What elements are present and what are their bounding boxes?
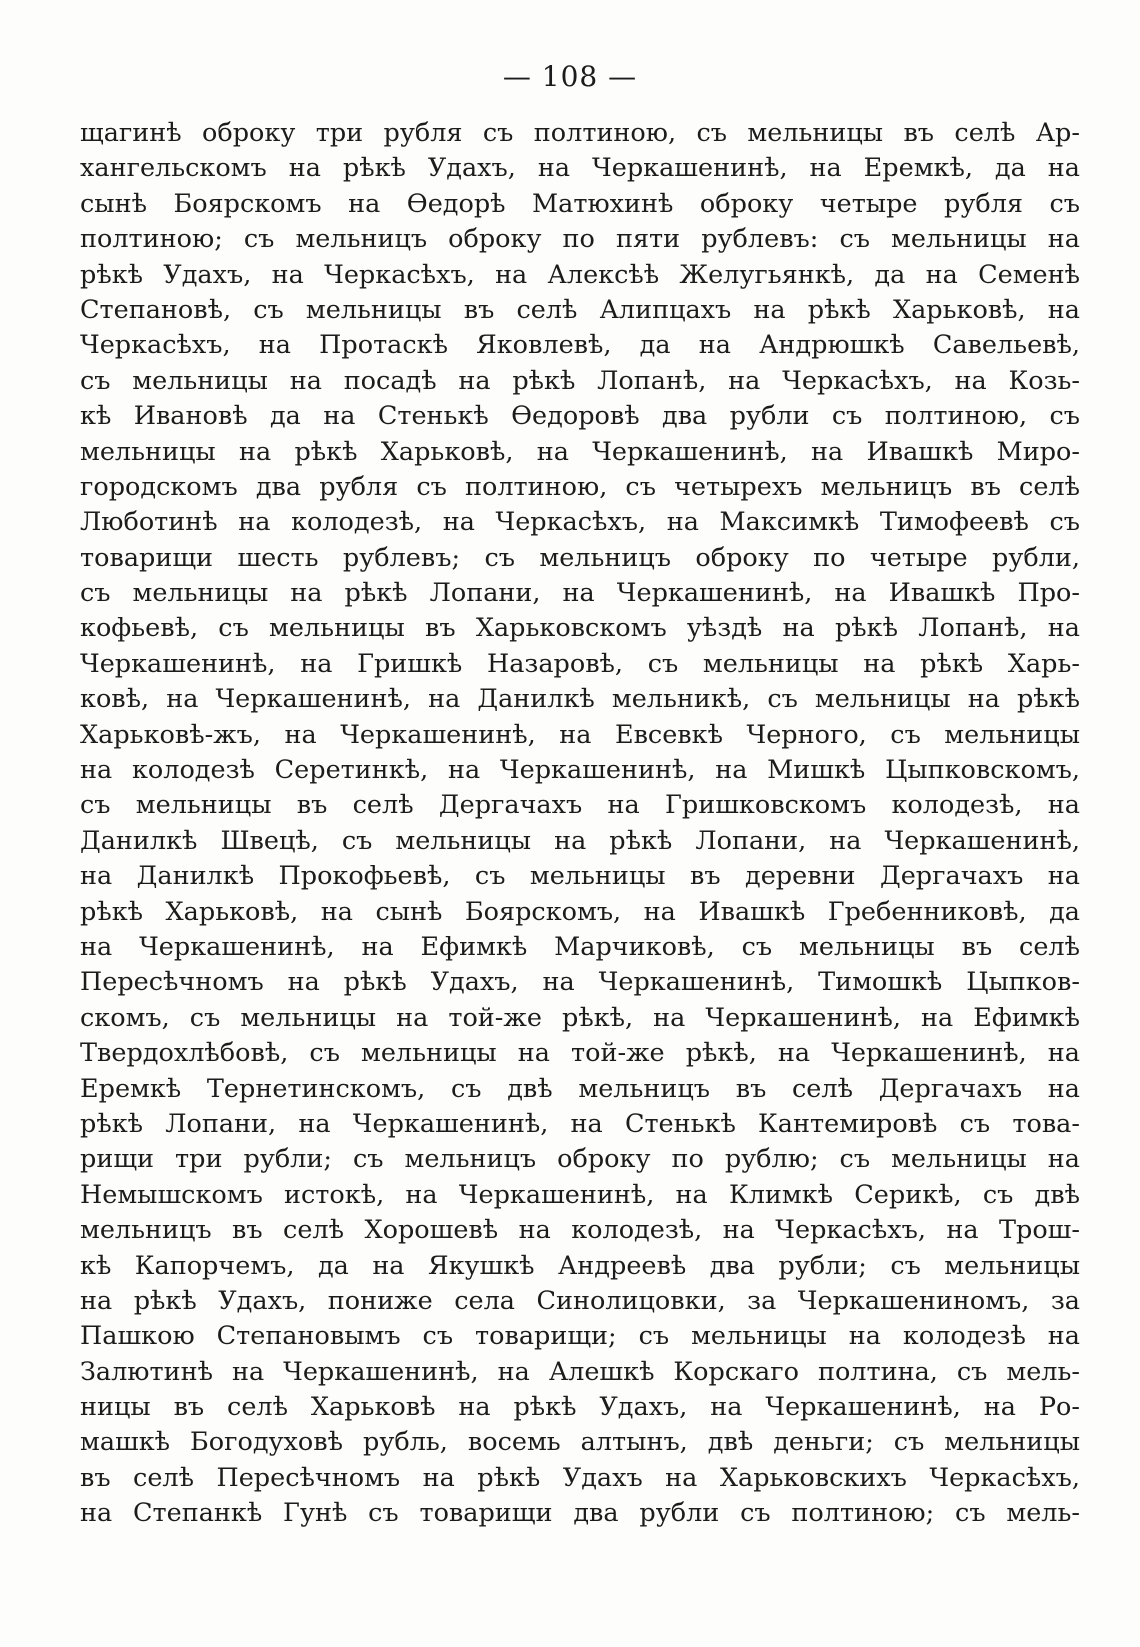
text-line: съ мельницы на посадѣ на рѣкѣ Лопанѣ, на Черкасѣхъ, на Козь-	[80, 365, 1080, 396]
text-line: Немышскомъ истокѣ, на Черкашенинѣ, на Климкѣ Серикѣ, съ двѣ	[80, 1179, 1080, 1210]
text-line: скомъ, съ мельницы на той-же рѣкѣ, на Черкашенинѣ, на Ефимкѣ	[80, 1002, 1080, 1033]
text-line: на Степанкѣ Гунѣ съ товарищи два рубли съ полтиною; съ мель-	[80, 1498, 1080, 1529]
text-line: сынѣ Боярскомъ на Ѳедорѣ Матюхинѣ оброку четыре рубля съ	[80, 188, 1080, 219]
text-line: съ мельницы въ селѣ Дергачахъ на Гришковскомъ колодезѣ, на	[80, 790, 1080, 821]
text-line: полтиною; съ мельницъ оброку по пяти рублевъ: съ мельницы на	[80, 224, 1080, 255]
text-line: товарищи шесть рублевъ; съ мельницъ оброку по четыре рубли,	[80, 542, 1080, 573]
text-line: мельницы на рѣкѣ Харьковѣ, на Черкашенинѣ, на Ивашкѣ Миро-	[80, 436, 1080, 467]
text-line: рѣкѣ Харьковѣ, на сынѣ Боярскомъ, на Ивашкѣ Гребенниковѣ, да	[80, 896, 1080, 927]
text-line: Данилкѣ Швецѣ, съ мельницы на рѣкѣ Лопани, на Черкашенинѣ,	[80, 825, 1080, 856]
text-line: Пересѣчномъ на рѣкѣ Удахъ, на Черкашенинѣ, Тимошкѣ Цыпков-	[80, 967, 1080, 998]
text-line: Степановѣ, съ мельницы въ селѣ Алипцахъ на рѣкѣ Харьковѣ, на	[80, 294, 1080, 325]
text-line: машкѣ Богодуховѣ рубль, восемь алтынъ, двѣ деньги; съ мельницы	[80, 1427, 1080, 1458]
text-line: на Данилкѣ Прокофьевѣ, съ мельницы въ деревни Дергачахъ на	[80, 861, 1080, 892]
text-line: щагинѣ оброку три рубля съ полтиною, съ мельницы въ селѣ Ар-	[80, 118, 1080, 148]
text-line: ковѣ, на Черкашенинѣ, на Данилкѣ мельникѣ, съ мельницы на рѣкѣ	[80, 684, 1080, 715]
text-line: рѣкѣ Лопани, на Черкашенинѣ, на Стенькѣ Кантемировѣ съ това-	[80, 1108, 1080, 1139]
text-line: на рѣкѣ Удахъ, пониже села Синолицовки, за Черкашениномъ, за	[80, 1285, 1080, 1316]
text-line: хангельскомъ на рѣкѣ Удахъ, на Черкашенинѣ, на Еремкѣ, да на	[80, 153, 1080, 184]
text-line: въ селѣ Пересѣчномъ на рѣкѣ Удахъ на Харьковскихъ Черкасѣхъ,	[80, 1462, 1080, 1493]
text-line: ницы въ селѣ Харьковѣ на рѣкѣ Удахъ, на Черкашенинѣ, на Ро-	[80, 1392, 1080, 1423]
text-line: Твердохлѣбовѣ, съ мельницы на той-же рѣкѣ, на Черкашенинѣ, на	[80, 1038, 1080, 1069]
text-line: на колодезѣ Серетинкѣ, на Черкашенинѣ, на Мишкѣ Цыпковскомъ,	[80, 755, 1080, 786]
text-line: мельницъ въ селѣ Хорошевѣ на колодезѣ, на Черкасѣхъ, на Трош-	[80, 1215, 1080, 1246]
text-line: кѣ Ивановѣ да на Стенькѣ Ѳедоровѣ два рубли съ полтиною, съ	[80, 401, 1080, 432]
text-line: Черкашенинѣ, на Гришкѣ Назаровѣ, съ мельницы на рѣкѣ Харь-	[80, 648, 1080, 679]
text-line: кофьевѣ, съ мельницы въ Харьковскомъ уѣздѣ на рѣкѣ Лопанѣ, на	[80, 613, 1080, 644]
page-number: — 108 —	[502, 60, 638, 93]
text-line: кѣ Капорчемъ, да на Якушкѣ Андреевѣ два рубли; съ мельницы	[80, 1250, 1080, 1281]
text-line: городскомъ два рубля съ полтиною, съ четырехъ мельницъ въ селѣ	[80, 471, 1080, 502]
text-line: съ мельницы на рѣкѣ Лопани, на Черкашенинѣ, на Ивашкѣ Про-	[80, 578, 1080, 609]
text-line: рѣкѣ Удахъ, на Черкасѣхъ, на Алексѣѣ Желугьянкѣ, да на Семенѣ	[80, 259, 1080, 290]
text-line: Еремкѣ Тернетинскомъ, съ двѣ мельницъ въ селѣ Дергачахъ на	[80, 1073, 1080, 1104]
text-line: на Черкашенинѣ, на Ефимкѣ Марчиковѣ, съ мельницы въ селѣ	[80, 931, 1080, 962]
text-line: Харьковѣ-жъ, на Черкашенинѣ, на Евсевкѣ Черного, съ мельницы	[80, 719, 1080, 750]
text-line: Залютинѣ на Черкашенинѣ, на Алешкѣ Корскаго полтина, съ мель-	[80, 1356, 1080, 1387]
text-line: Пашкою Степановымъ съ товарищи; съ мельницы на колодезѣ на	[80, 1321, 1080, 1352]
body-text	[80, 116, 1080, 1532]
text-line: Люботинѣ на колодезѣ, на Черкасѣхъ, на Максимкѣ Тимофеевѣ съ	[80, 507, 1080, 538]
text-line: Черкасѣхъ, на Протаскѣ Яковлевѣ, да на Андрюшкѣ Савельевѣ,	[80, 330, 1080, 361]
text-line: рищи три рубли; съ мельницъ оброку по рублю; съ мельницы на	[80, 1144, 1080, 1175]
